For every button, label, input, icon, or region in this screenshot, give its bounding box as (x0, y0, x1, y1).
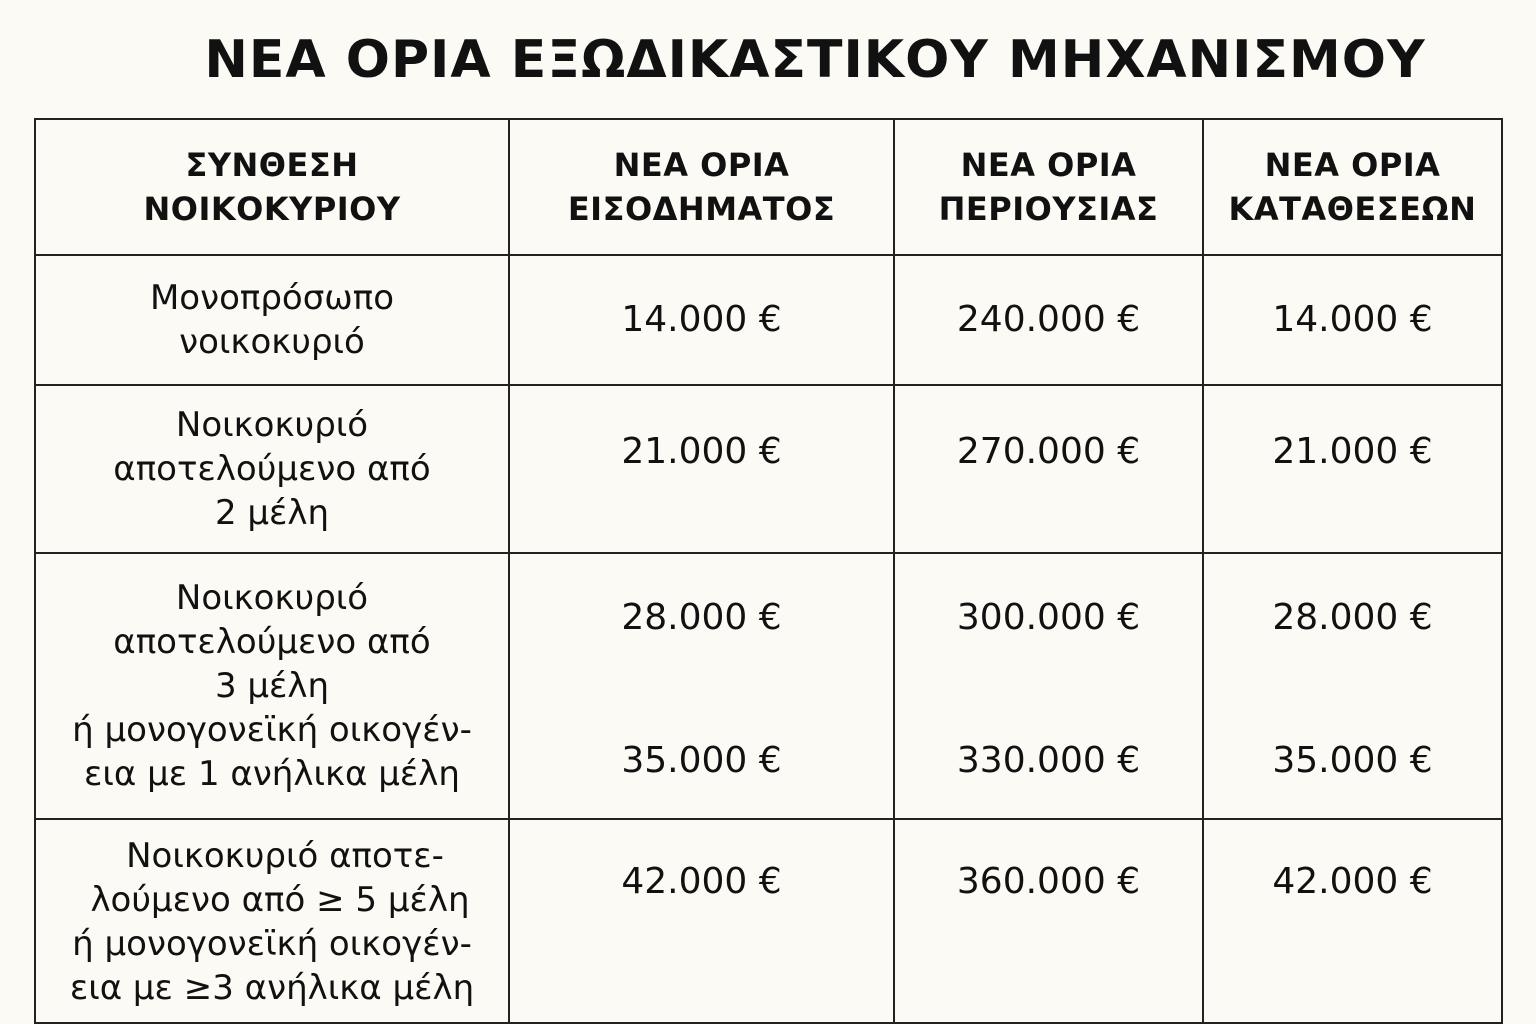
header-property-limits (894, 119, 1203, 255)
property-limit: 360.000 € (894, 819, 1203, 1023)
description-line: αποτελούμενο από (113, 449, 431, 489)
header-label: ΝΕΑ ΟΡΙΑ (1264, 146, 1441, 184)
income-limit: 35.000 € (621, 740, 782, 781)
household-description (35, 255, 509, 385)
deposit-limit-cell (1203, 553, 1502, 819)
description-line: ή μονογονεϊκή οικογέν- (72, 924, 472, 964)
deposit-limit: 42.000 € (1203, 819, 1502, 1023)
description-line: 3 μέλη (214, 666, 330, 706)
header-household-composition (35, 119, 509, 255)
property-limit: 240.000 € (894, 255, 1203, 385)
description-line: Νοικοκυριό (175, 405, 369, 445)
header-label: ΕΙΣΟΔΗΜΑΤΟΣ (567, 190, 836, 228)
header-label: ΝΕΑ ΟΡΙΑ (613, 146, 790, 184)
property-limit: 300.000 € (956, 597, 1141, 638)
description-line: Νοικοκυριό απoτε- (126, 836, 444, 876)
description-line: αποτελούμενο από (113, 622, 431, 662)
description-line: λούμενο από ≥ 5 μέλη (90, 880, 470, 920)
description-line: 2 μέλη (214, 493, 330, 533)
description-line: Νοικοκυριό (175, 578, 369, 618)
table-row (35, 819, 1502, 1023)
income-limit: 42.000 € (509, 819, 894, 1023)
header-label: ΣΥΝΘΕΣΗ (185, 146, 359, 184)
table-row (35, 255, 1502, 385)
household-description (35, 819, 509, 1023)
property-limit: 270.000 € (894, 385, 1203, 553)
header-label: ΠΕΡΙΟΥΣΙΑΣ (938, 190, 1159, 228)
page-title: ΝΕΑ ΟΡΙΑ ΕΞΩΔΙΚΑΣΤΙΚΟΥ ΜΗΧΑΝΙΣΜΟΥ (204, 30, 1426, 90)
table-row (35, 385, 1502, 553)
household-description (35, 385, 509, 553)
income-limit-cell (509, 553, 894, 819)
limits-table (34, 118, 1503, 1024)
header-label: ΚΑΤΑΘΕΣΕΩΝ (1228, 190, 1477, 228)
description-line: ή μονογονεϊκή οικογέν- (72, 710, 472, 750)
description-line: εια με ≥3 ανήλικα μέλη (69, 968, 475, 1008)
deposit-limit: 28.000 € (1272, 597, 1433, 638)
deposit-limit: 14.000 € (1203, 255, 1502, 385)
table-header-row (35, 119, 1502, 255)
description-line: νοικοκυριό (179, 322, 365, 362)
header-label: ΝΟΙΚΟΚΥΡΙΟΥ (143, 190, 401, 228)
income-limit: 28.000 € (621, 597, 782, 638)
table-row (35, 553, 1502, 819)
property-limit: 330.000 € (956, 740, 1141, 781)
household-description (35, 553, 509, 819)
description-line: Μονοπρόσωπο (149, 278, 395, 318)
header-income-limits (509, 119, 894, 255)
income-limit: 21.000 € (509, 385, 894, 553)
income-limit: 14.000 € (509, 255, 894, 385)
property-limit-cell (894, 553, 1203, 819)
header-label: ΝΕΑ ΟΡΙΑ (960, 146, 1137, 184)
deposit-limit: 35.000 € (1272, 740, 1433, 781)
description-line: εια με 1 ανήλικα μέλη (84, 754, 460, 794)
header-deposit-limits (1203, 119, 1502, 255)
deposit-limit: 21.000 € (1203, 385, 1502, 553)
